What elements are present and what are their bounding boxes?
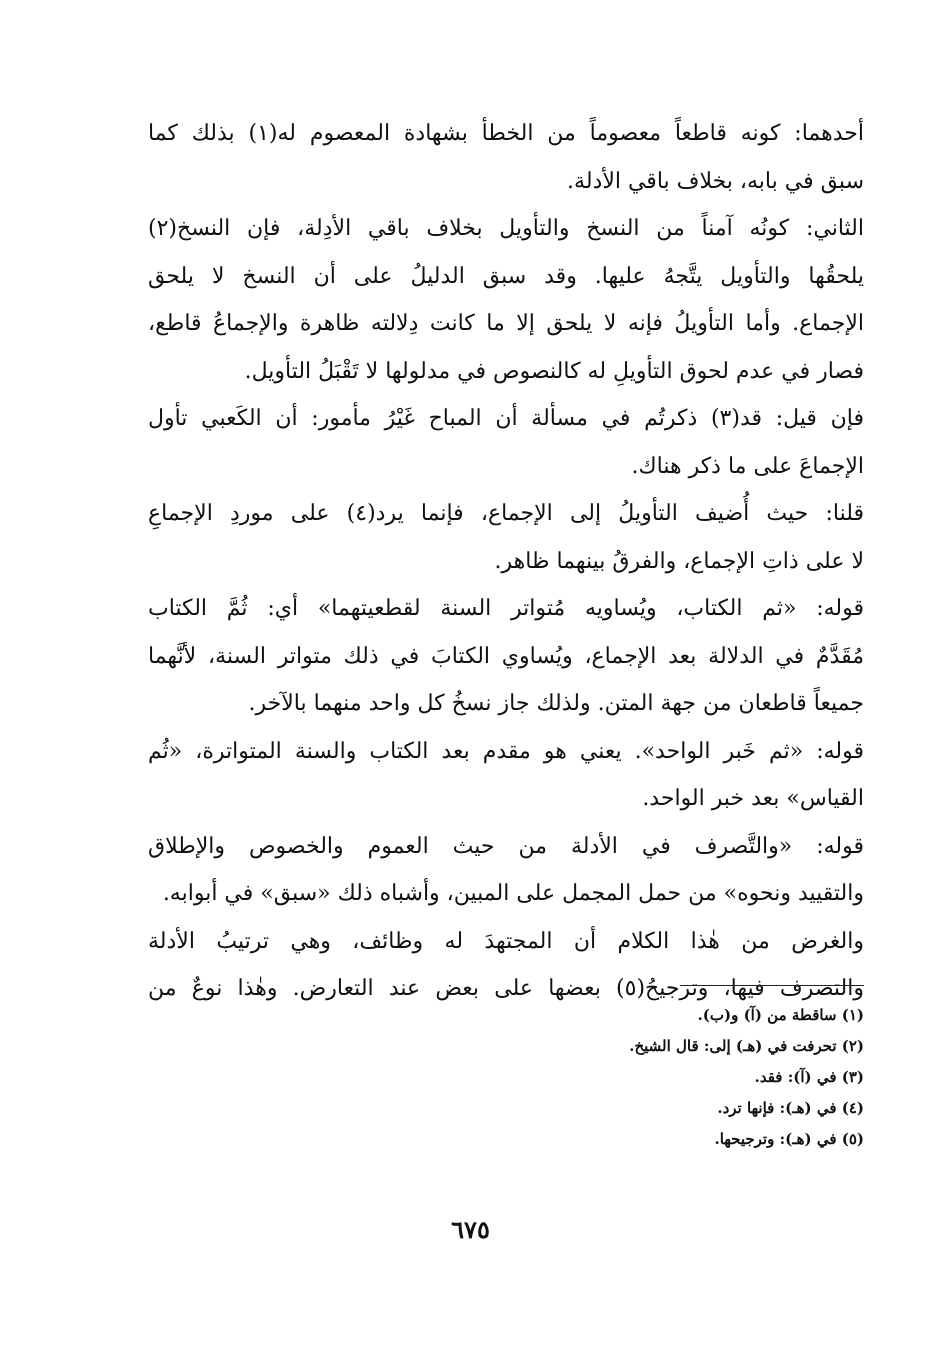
text-line: مُقَدَّمٌ في الدلالة بعد الإجماع، ويُساوي الكتابَ في ذلك متواتر السنة، لأنَّهما (148, 643, 864, 669)
text-line: قوله: «ثم الكتاب، ويُساويه مُتواتر السنة لقطعيتهما» أي: ثُمَّ الكتاب (148, 596, 864, 621)
footnote: (٤) في (هـ): فإنها ترد. (717, 1099, 864, 1117)
text-line: القياس» بعد خبر الواحد. (642, 786, 864, 811)
footnote: (٢) تحرفت في (هـ) إلى: قال الشيخ. (629, 1037, 864, 1055)
footnote: (١) ساقطة من (آ) و(ب). (697, 1006, 864, 1024)
text-line: والتصرف فيها، وترجيحُ(٥) بعضها على بعض عند التعارض. وهٰذا نوعٌ من (148, 976, 864, 1001)
footnote: (٣) في (آ): فقد. (754, 1068, 864, 1086)
text-line: سبق في بابه، بخلاف باقي الأدلة. (567, 168, 864, 194)
text-line: والتقييد ونحوه» من حمل المجمل على المبين، وأشباه ذلك «سبق» في أبوابه. (162, 881, 864, 906)
text-line: جميعاً قاطعان من جهة المتن. ولذلك جاز نسخُ كل واحد منهما بالآخر. (248, 691, 864, 716)
text-line: والغرض من هٰذا الكلام أن المجتهدَ له وظائف، وهي ترتيبُ الأدلة (148, 928, 864, 954)
text-line: فصار في عدم لحوق التأويلِ له كالنصوص في مدلولها لا تَقْبَلُ التأويل. (244, 358, 864, 384)
text-line: يلحقُها والتأويل يتَّجهُ عليها. وقد سبق الدليلُ على أن النسخ لا يلحق (148, 263, 864, 289)
footnote-divider (680, 985, 864, 986)
text-line: قوله: «ثم خَبر الواحد». يعني هو مقدم بعد الكتاب والسنة المتواترة، «ثُم (148, 738, 864, 764)
text-line: الإجماع. وأما التأويلُ فإنه لا يلحق إلا ما كانت دِلالته ظاهرة والإجماعُ قاطع، (148, 311, 864, 336)
text-line: الثاني: كونُه آمناً من النسخ والتأويل بخلاف باقي الأدِلة، فإن النسخ(٢) (148, 216, 864, 241)
text-line: فإن قيل: قد(٣) ذكرتُم في مسألة أن المباح غَيْرُ مأمور: أن الكَعبي تأول (148, 406, 864, 431)
footnotes (148, 1000, 864, 1155)
text-line: لا على ذاتِ الإجماع، والفرقُ بينهما ظاهر. (494, 548, 864, 574)
text-line: قلنا: حيث أُضيف التأويلُ إلى الإجماع، فإنما يرد(٤) على موردِ الإجماعِ (148, 501, 864, 526)
footnote: (٥) في (هـ): وترجيحها. (714, 1130, 864, 1148)
text-line: الإجماعَ على ما ذكر هناك. (631, 453, 864, 479)
page-number: ٦٧٥ (451, 1215, 490, 1244)
text-line: أحدهما: كونه قاطعاً معصوماً من الخطأ بشهادة المعصوم له(١) بذلك كما (148, 121, 864, 146)
main-text (148, 110, 864, 1013)
text-line: قوله: «والتَّصرف في الأدلة من حيث العموم والخصوص والإطلاق (148, 833, 864, 859)
